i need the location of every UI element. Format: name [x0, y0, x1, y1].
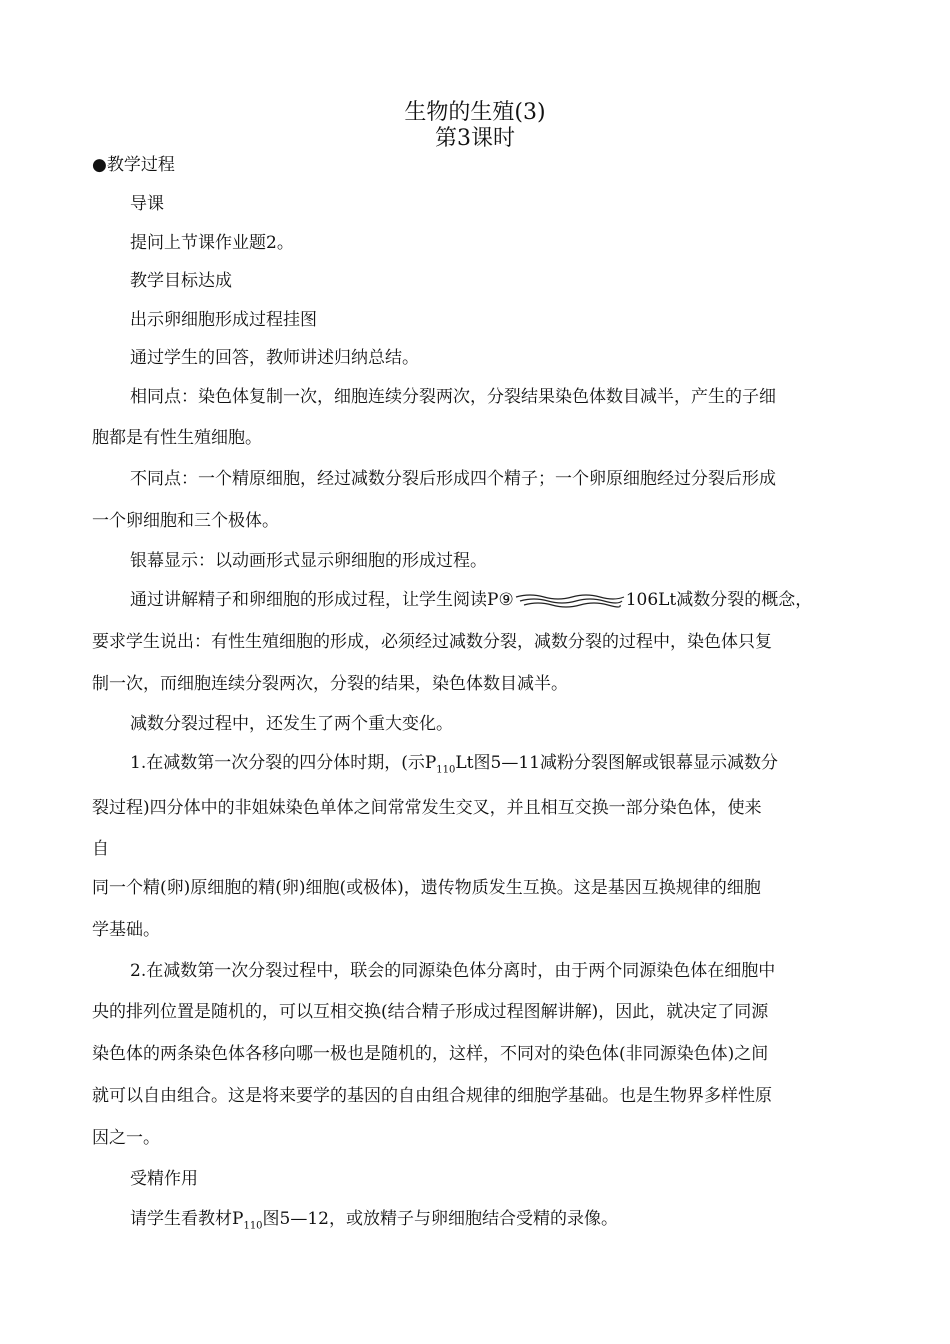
wavy-lines-icon: [514, 591, 626, 611]
item-1-text-after: Lt图5—11减粉分裂图解或银幕显示减数分: [455, 753, 778, 773]
paragraph-line: 提问上节课作业题2。: [130, 233, 294, 253]
last-text-before: 请学生看教材P: [130, 1209, 244, 1229]
paragraph-line: 教学目标达成: [130, 271, 232, 291]
paragraph-line: 裂过程)四分体中的非姐妹染色单体之间常常发生交叉，并且相互交换一部分染色体，使来: [92, 798, 762, 818]
document-subtitle: 第3课时: [435, 126, 515, 151]
read-text-after: 106Lt减数分裂的概念，: [625, 590, 813, 610]
last-paragraph-line: [130, 1207, 618, 1231]
paragraph-line: 因之一。: [92, 1128, 160, 1148]
paragraph-line: 学基础。: [92, 920, 160, 940]
item-1-first-line: [130, 751, 778, 775]
paragraph-line: 同一个精(卵)原细胞的精(卵)细胞(或极体)，遗传物质发生互换。这是基因互换规律的细胞: [92, 878, 761, 898]
paragraph-line: 受精作用: [130, 1169, 198, 1189]
item-1-text-before: 1.在减数第一次分裂的四分体时期，(示P: [130, 753, 437, 773]
paragraph-line: 制一次，而细胞连续分裂两次，分裂的结果，染色体数目减半。: [92, 674, 568, 694]
last-text-after: 图5—12，或放精子与卵细胞结合受精的录像。: [262, 1209, 618, 1229]
paragraph-line: 胞都是有性生殖细胞。: [92, 428, 262, 448]
paragraph-line: 导课: [130, 194, 164, 214]
paragraph-line: 减数分裂过程中，还发生了两个重大变化。: [130, 714, 453, 734]
paragraph-line: 染色体的两条染色体各移向哪一极也是随机的，这样，不同对的染色体(非同源染色体)之间: [92, 1044, 769, 1064]
paragraph-line: 通过学生的回答，教师讲述归纳总结。: [130, 348, 419, 368]
paragraph-line: 一个卵细胞和三个极体。: [92, 511, 279, 531]
paragraph-line: 央的排列位置是随机的，可以互相交换(结合精子形成过程图解讲解)，因此，就决定了同源: [92, 1002, 769, 1022]
document-title: 生物的生殖(3): [404, 100, 546, 125]
section-heading: ●教学过程: [92, 155, 175, 175]
paragraph-line: 银幕显示：以动画形式显示卵细胞的形成过程。: [130, 551, 487, 571]
paragraph-line: 不同点：一个精原细胞，经过减数分裂后形成四个精子；一个卵原细胞经过分裂后形成: [130, 469, 776, 489]
read-text-before: 通过讲解精子和卵细胞的形成过程，让学生阅读P: [130, 590, 499, 610]
paragraph-line: 自: [92, 839, 109, 859]
paragraph-line-read: [130, 588, 812, 612]
paragraph-line: 出示卵细胞形成过程挂图: [130, 310, 317, 330]
page-subscript: 110: [243, 1220, 263, 1232]
paragraph-line: 就可以自由组合。这是将来要学的基因的自由组合规律的细胞学基础。也是生物界多样性原: [92, 1086, 772, 1106]
paragraph-line: 2.在减数第一次分裂过程中，联会的同源染色体分离时，由于两个同源染色体在细胞中: [130, 961, 776, 981]
circled-mark: ⑨: [498, 590, 514, 610]
paragraph-line: 要求学生说出：有性生殖细胞的形成，必须经过减数分裂，减数分裂的过程中，染色体只复: [92, 632, 772, 652]
paragraph-line: 相同点：染色体复制一次，细胞连续分裂两次，分裂结果染色体数目减半，产生的子细: [130, 387, 776, 407]
page-subscript: 110: [436, 764, 456, 776]
